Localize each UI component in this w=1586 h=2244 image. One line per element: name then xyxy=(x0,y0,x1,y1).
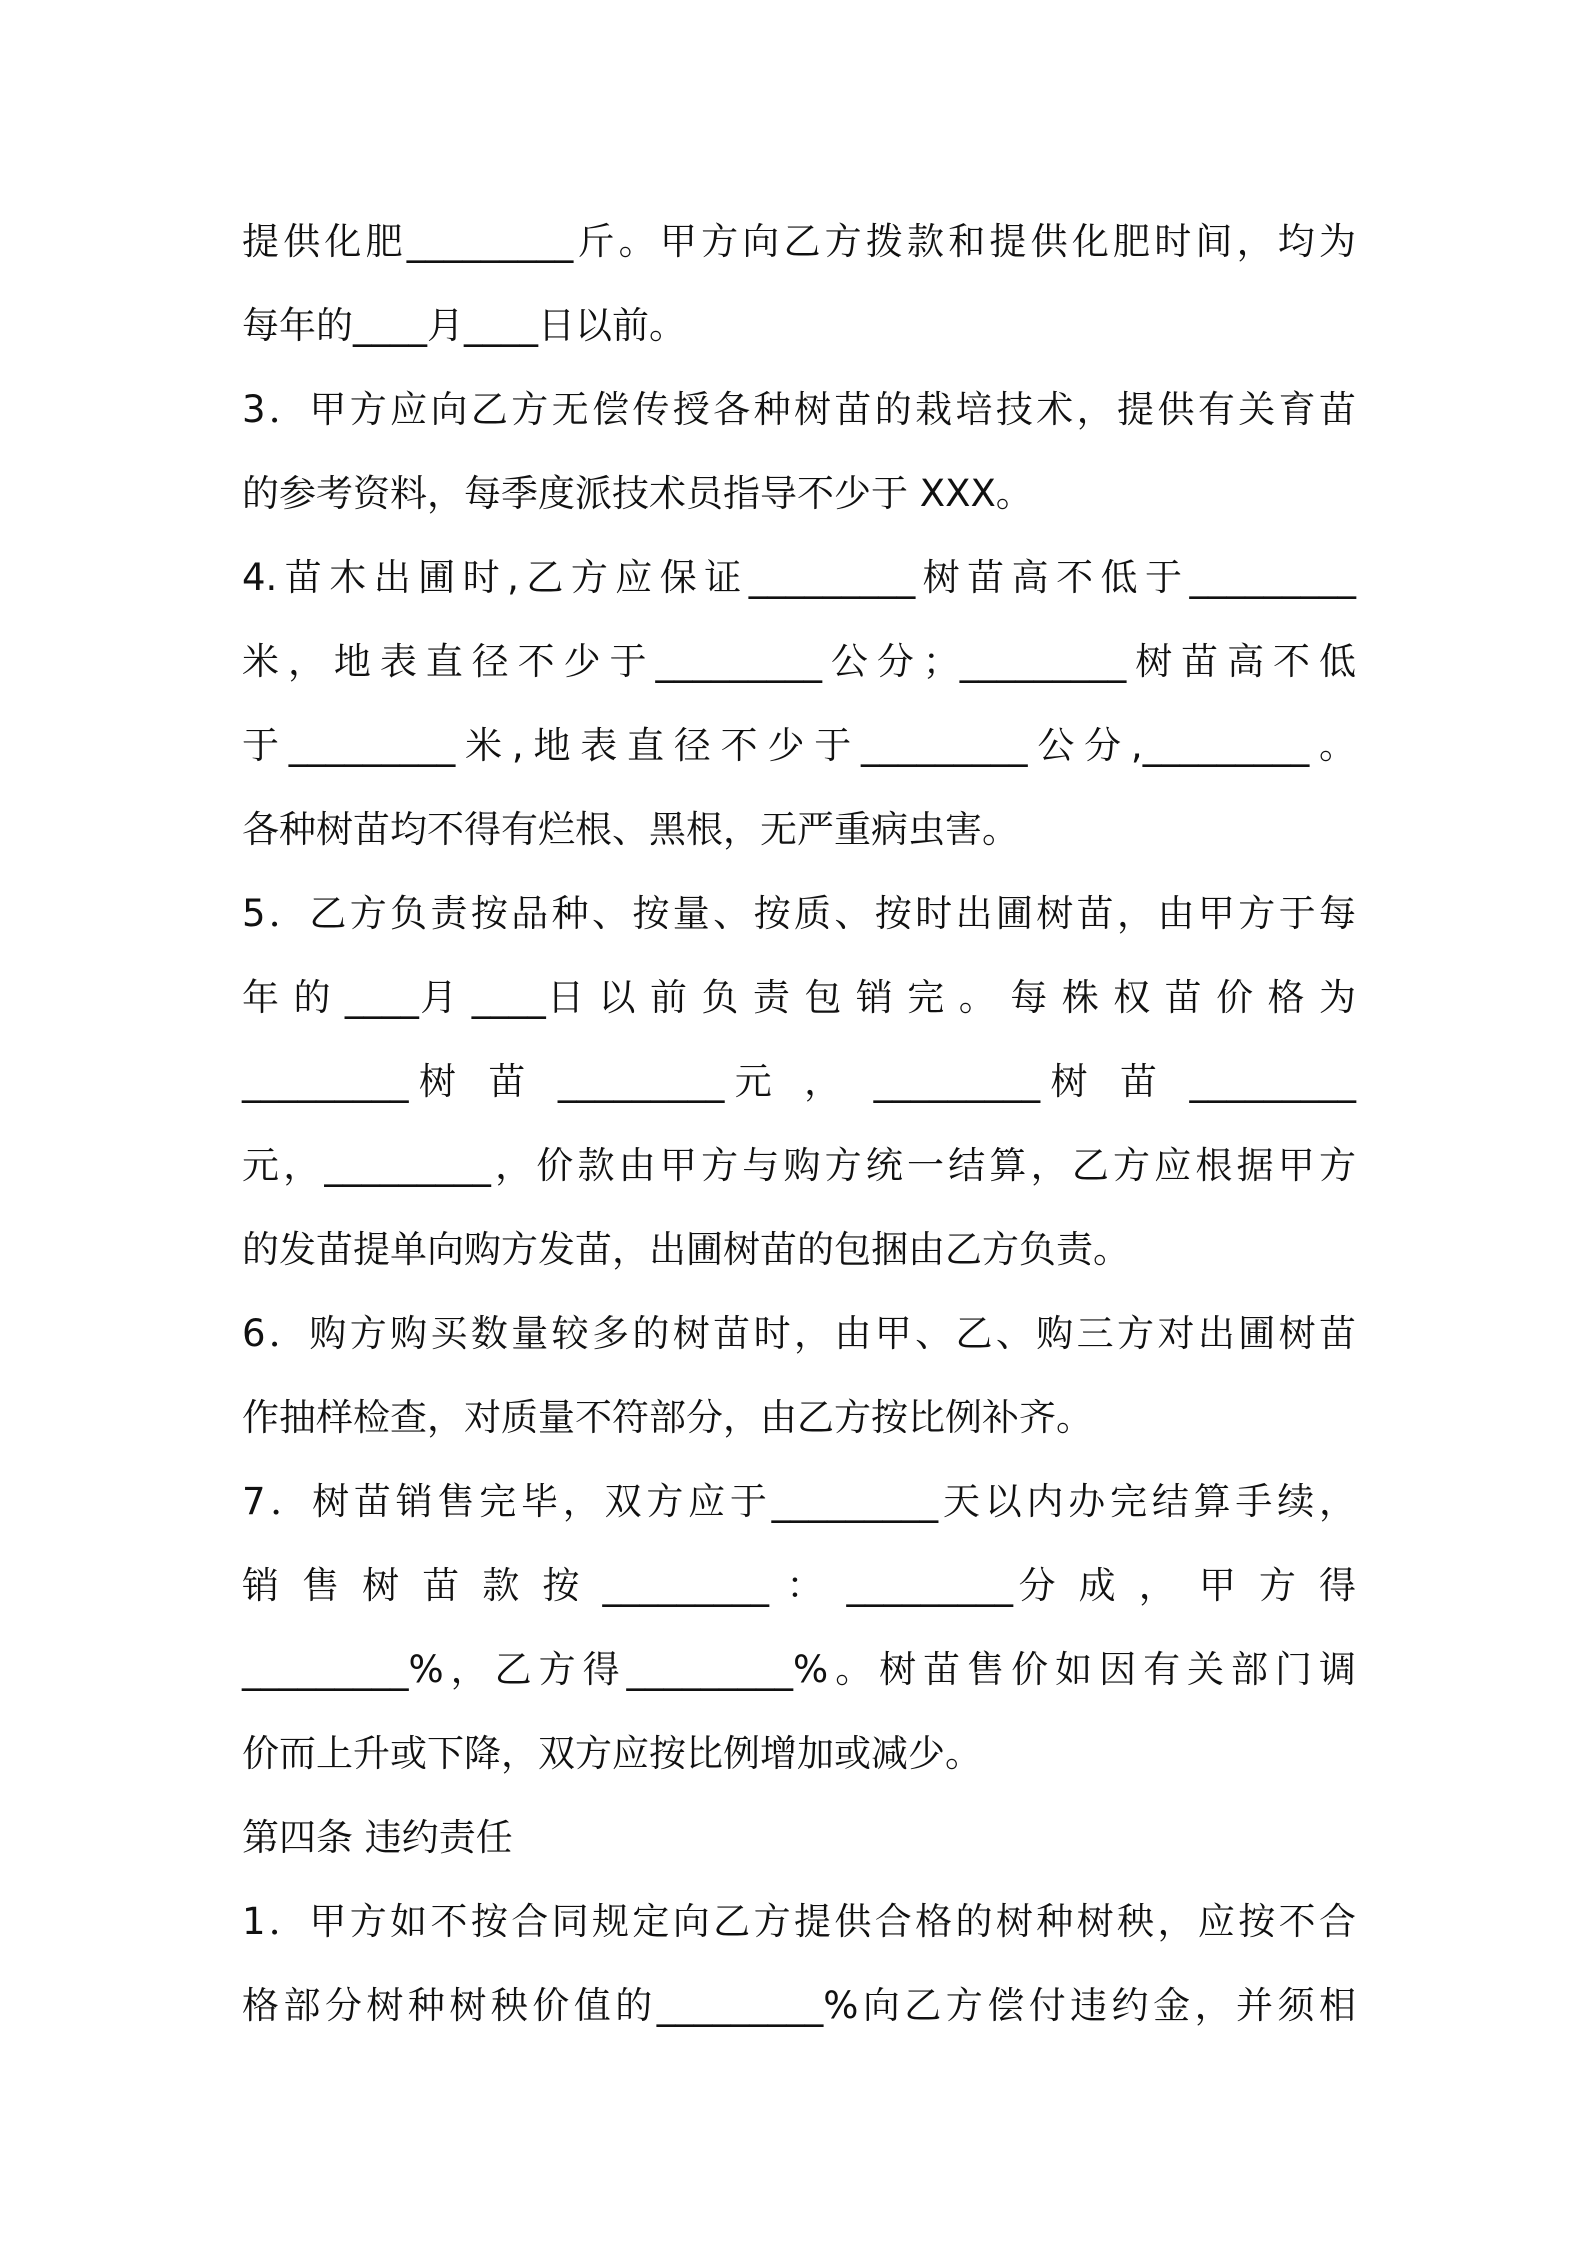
text-line: 年 的 ____月 ____日 以 前 负 责 包 销 完 。 每 株 权 苗 价 格 为 xyxy=(242,976,1356,1019)
text-line: _________树 苗 _________元 ， _________树 苗 _________ xyxy=(242,1060,1356,1103)
text-line: 每年的____月____日以前。 xyxy=(242,304,686,347)
text-line: 的发苗提单向购方发苗，出圃树苗的包捆由乙方负责。 xyxy=(242,1228,1130,1271)
text-line: 4.苗木出圃时,乙方应保证_________树苗高不低于_________ xyxy=(242,556,1356,599)
text-line: 价而上升或下降，双方应按比例增加或减少。 xyxy=(242,1732,982,1775)
text-line: 1．甲方如不按合同规定向乙方提供合格的树种树秧，应按不合 xyxy=(242,1900,1356,1943)
text-line: 销 售 树 苗 款 按 _________ ： _________分 成 ， 甲 方 得 xyxy=(242,1564,1356,1607)
text-line: 的参考资料，每季度派技术员指导不少于 XXX。 xyxy=(242,472,1033,515)
text-line: 于_________米,地表直径不少于_________公分,_________。 xyxy=(242,724,1356,767)
text-line: 各种树苗均不得有烂根、黑根，无严重病虫害。 xyxy=(242,808,1019,851)
text-line: 3．甲方应向乙方无偿传授各种树苗的栽培技术，提供有关育苗 xyxy=(242,388,1356,431)
text-line: 5．乙方负责按品种、按量、按质、按时出圃树苗，由甲方于每 xyxy=(242,892,1356,935)
text-line: 6．购方购买数量较多的树苗时，由甲、乙、购三方对出圃树苗 xyxy=(242,1312,1356,1355)
text-line: 作抽样检查，对质量不符部分，由乙方按比例补齐。 xyxy=(242,1396,1093,1439)
text-line: 米，地表直径不少于_________公分；_________树苗高不低 xyxy=(242,640,1356,683)
text-line: 7．树苗销售完毕，双方应于_________天以内办完结算手续， xyxy=(242,1480,1356,1523)
text-line: 格部分树种树秧价值的_________%向乙方偿付违约金，并须相 xyxy=(242,1984,1356,2027)
document-page xyxy=(242,200,1356,2048)
text-line: 元，_________，价款由甲方与购方统一结算，乙方应根据甲方 xyxy=(242,1144,1356,1187)
section-heading: 第四条 违约责任 xyxy=(242,1816,513,1859)
text-line: 提供化肥_________斤。甲方向乙方拨款和提供化肥时间，均为 xyxy=(242,220,1356,263)
text-line: _________%，乙方得_________%。树苗售价如因有关部门调 xyxy=(242,1648,1356,1691)
